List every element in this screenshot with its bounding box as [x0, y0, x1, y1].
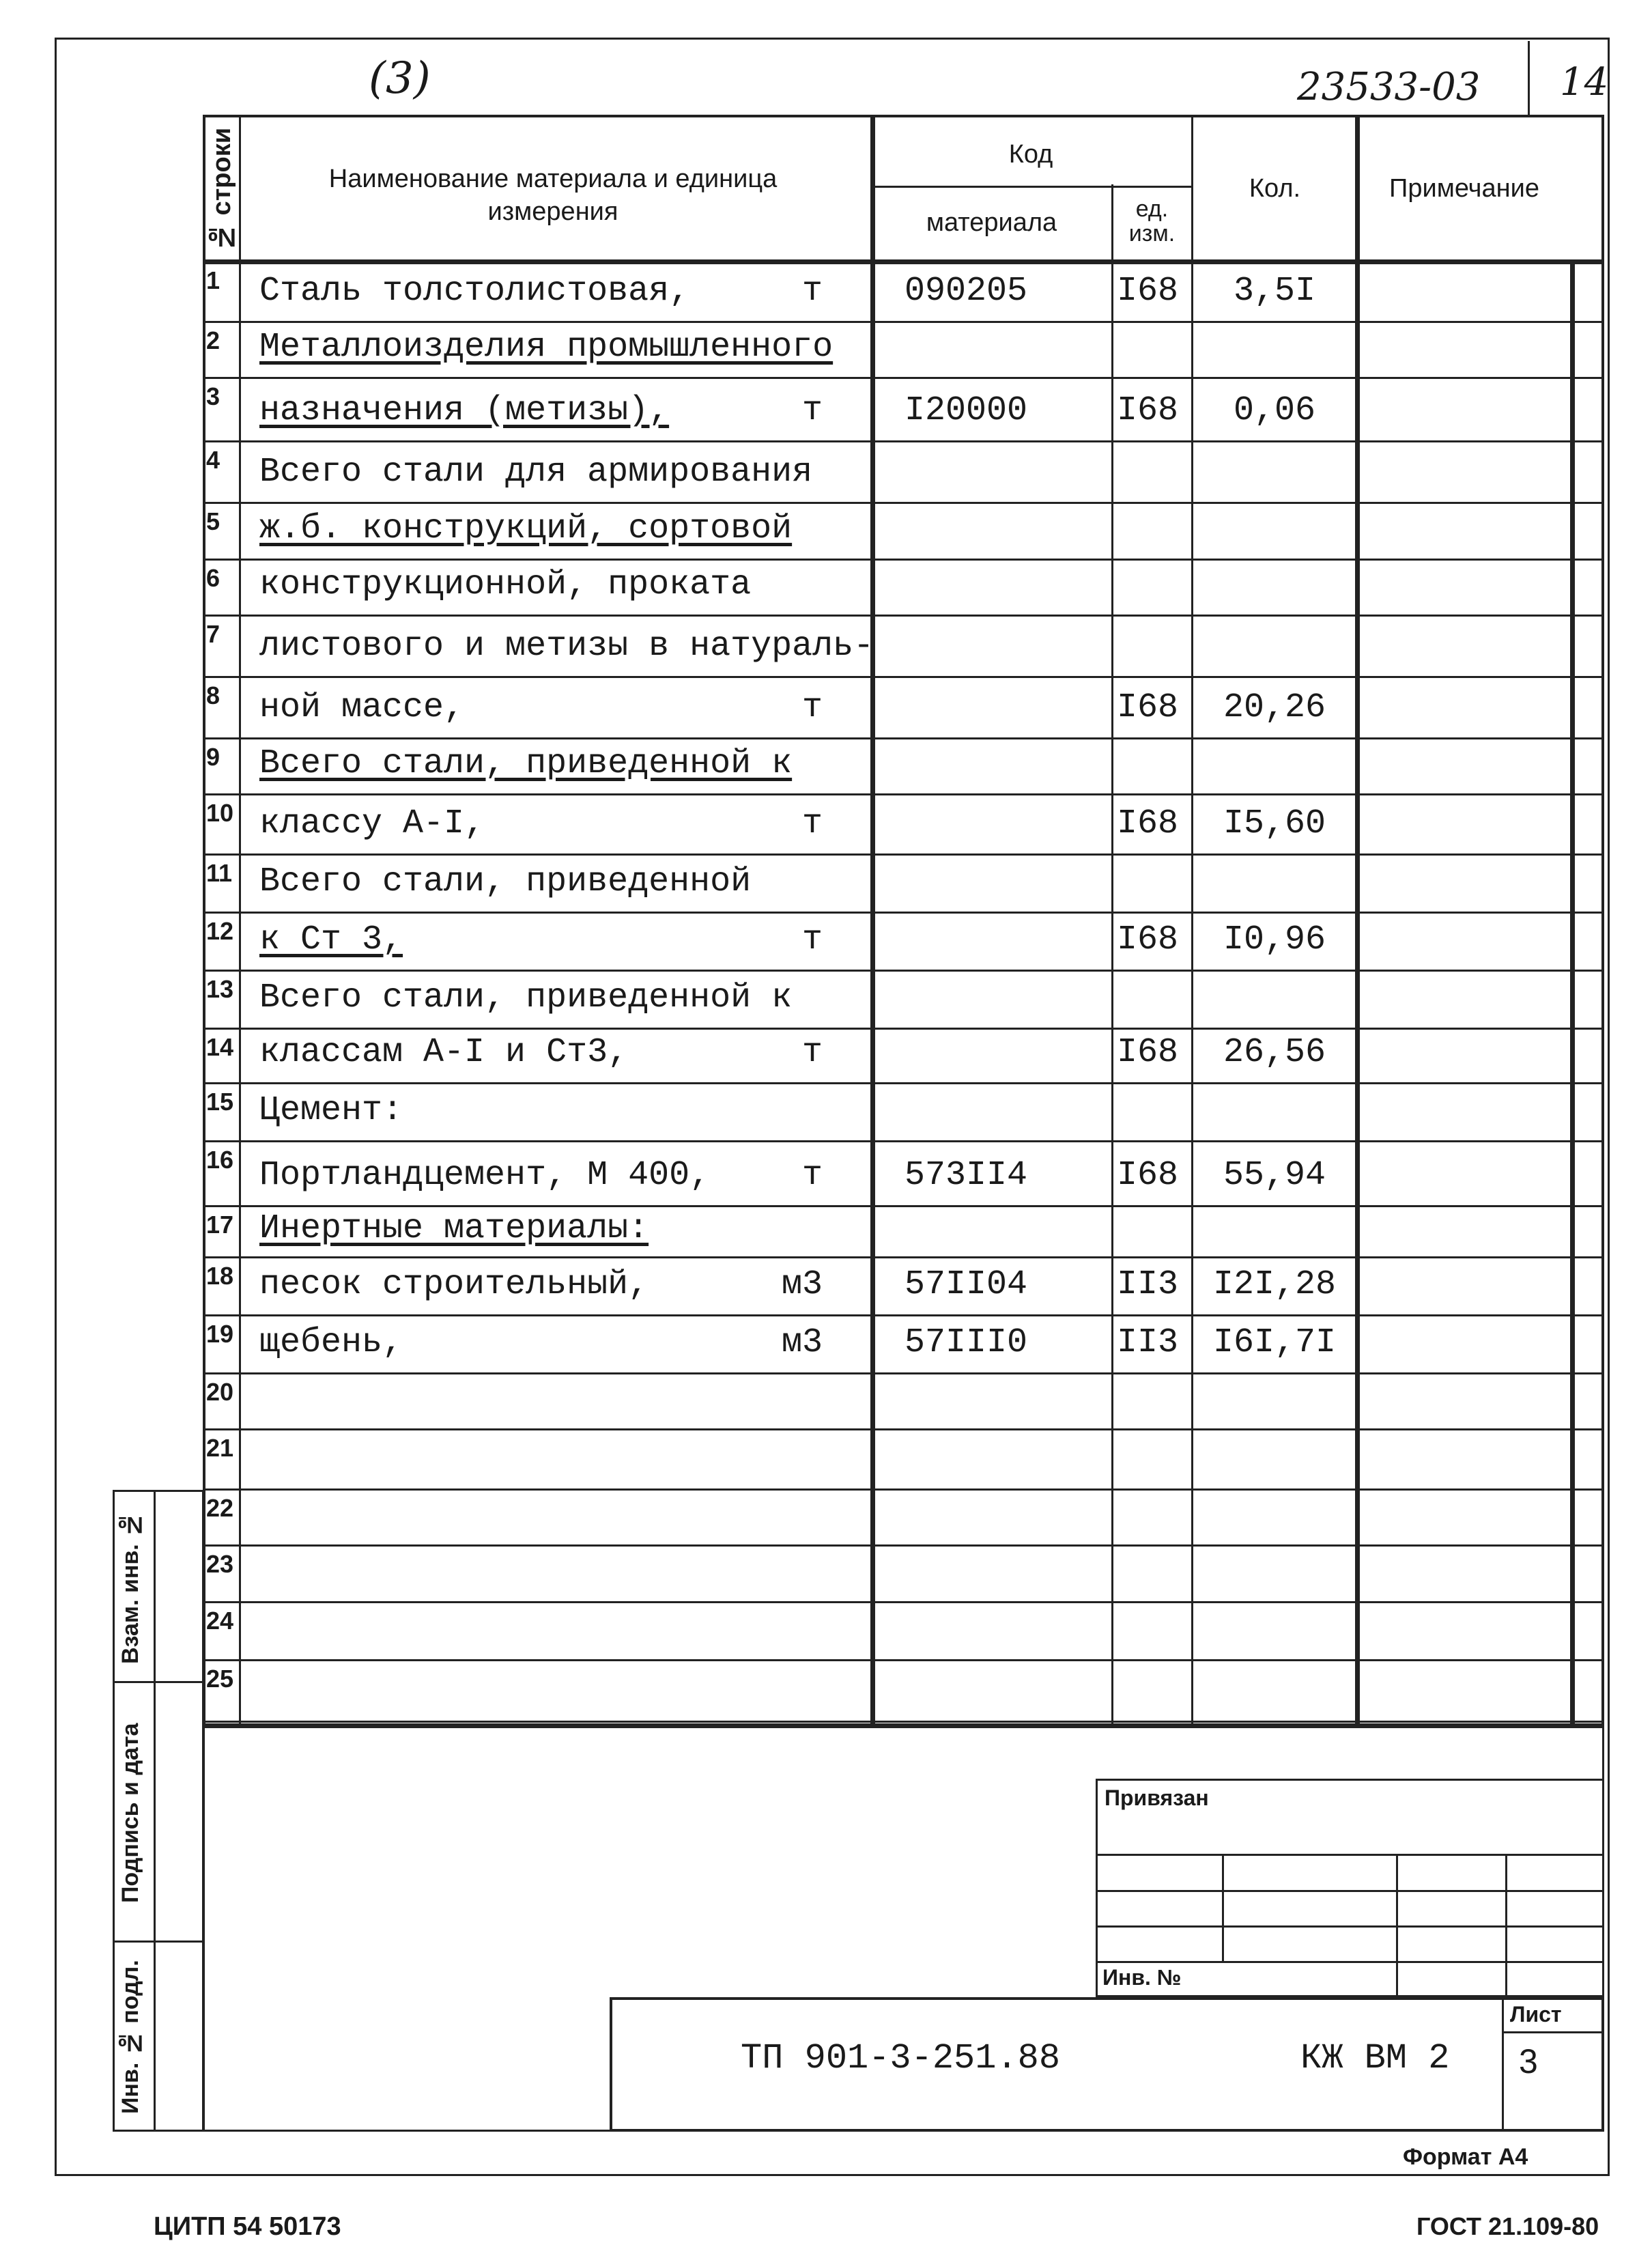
row-quantity: I6I,7I	[1212, 1323, 1337, 1362]
row-number: 18	[206, 1262, 234, 1290]
privyazan-line-2	[1096, 1890, 1604, 1892]
row-number: 1	[206, 266, 220, 294]
row-line	[203, 1659, 1604, 1661]
sheet-number: 3	[1519, 2042, 1538, 2080]
header-unit-code: ед. изм.	[1128, 196, 1176, 246]
row-material-code: 57III0	[905, 1323, 1028, 1362]
row-material-name: песок строительный,	[259, 1265, 649, 1304]
row-number: 14	[206, 1033, 234, 1061]
row-line	[203, 377, 1604, 379]
privyazan-line-3	[1096, 1925, 1604, 1928]
row-line	[203, 793, 1604, 795]
header-material-code: материала	[926, 208, 1057, 237]
row-number: 12	[206, 917, 234, 945]
privyazan-col-2	[1396, 1854, 1398, 1997]
page-number: 14	[1560, 60, 1609, 104]
row-material-code: 573II4	[905, 1156, 1028, 1195]
row-line	[203, 1140, 1604, 1142]
row-material-name: ж.б. конструкций, сортовой	[259, 509, 793, 548]
row-line	[203, 440, 1604, 442]
row-unit: т	[801, 804, 823, 843]
inv-no-label: Инв. №	[1102, 1965, 1182, 1990]
row-line	[203, 1488, 1604, 1491]
row-number: 17	[206, 1211, 234, 1239]
privyazan-line-4	[1096, 1961, 1604, 1963]
sheet-label: Лист	[1510, 2002, 1562, 2027]
row-number: 8	[206, 681, 220, 709]
row-unit-code: II3	[1117, 1323, 1179, 1362]
row-material-name: Металлоизделия промышленного	[259, 328, 834, 367]
row-quantity: 55,94	[1223, 1156, 1326, 1195]
row-material-name: Всего стали, приведенной	[259, 862, 752, 901]
col-line-right	[1570, 263, 1575, 1727]
row-material-code: 57II04	[905, 1265, 1028, 1304]
row-quantity: 20,26	[1223, 688, 1326, 727]
row-line	[203, 1544, 1604, 1547]
row-unit-code: I68	[1117, 1156, 1179, 1195]
privyazan-line-1	[1096, 1854, 1604, 1856]
row-number: 2	[206, 326, 220, 354]
row-number: 10	[206, 799, 234, 827]
format-label: Формат А4	[1403, 2144, 1528, 2170]
row-material-name: назначения (метизы),	[259, 391, 670, 430]
row-material-name: Всего стали для армирования	[259, 453, 813, 492]
row-unit: т	[801, 272, 823, 311]
row-quantity: 3,5I	[1233, 272, 1316, 311]
row-material-name: Инертные материалы:	[259, 1209, 649, 1248]
row-unit-code: I68	[1117, 1033, 1179, 1072]
row-number: 9	[206, 743, 220, 771]
row-unit: м3	[781, 1265, 823, 1304]
row-line	[203, 1256, 1604, 1258]
row-number: 6	[206, 564, 220, 592]
row-material-name: классам А-I и Ст3,	[259, 1033, 629, 1072]
row-unit: т	[801, 1033, 823, 1072]
row-unit: т	[801, 688, 823, 727]
row-number: 23	[206, 1550, 234, 1578]
header-code-split	[870, 186, 1191, 188]
row-line	[203, 1372, 1604, 1374]
row-line	[203, 853, 1604, 856]
row-quantity: 26,56	[1223, 1033, 1326, 1072]
row-line	[203, 912, 1604, 914]
col-line-unit	[1191, 116, 1193, 1727]
row-number: 15	[206, 1088, 234, 1116]
standard-label: ГОСТ 21.109-80	[1416, 2212, 1599, 2240]
row-number: 24	[206, 1607, 234, 1635]
publisher-label: ЦИТП 54 50173	[154, 2212, 341, 2241]
row-line	[203, 502, 1604, 504]
page-number-divider	[1528, 41, 1530, 116]
row-line	[203, 1082, 1604, 1084]
row-line	[203, 970, 1604, 972]
row-material-name: Всего стали, приведенной к	[259, 978, 793, 1017]
privyazan-label: Привязан	[1105, 1786, 1209, 1810]
privyazan-col-3	[1505, 1854, 1507, 1997]
row-quantity: I0,96	[1223, 920, 1326, 959]
row-line	[203, 676, 1604, 678]
row-line	[203, 1314, 1604, 1316]
row-material-name: листового и метизы в натураль-	[259, 627, 874, 666]
row-material-name: классу А-I,	[259, 804, 485, 843]
row-number: 5	[206, 507, 220, 535]
row-unit-code: I68	[1117, 920, 1179, 959]
col-line-material	[1111, 184, 1113, 1727]
col-line-name	[870, 116, 875, 1727]
row-line	[203, 1721, 1604, 1723]
row-line	[203, 737, 1604, 739]
sheet-cell-divider	[1502, 1997, 1504, 2132]
row-unit-code: I68	[1117, 688, 1179, 727]
header-bottom	[203, 259, 1604, 264]
row-material-name: Сталь толстолистовая,	[259, 272, 690, 311]
header-name: Наименование материала и единица измерения	[328, 165, 778, 226]
row-material-name: щебень,	[259, 1323, 403, 1362]
row-line	[203, 1428, 1604, 1430]
side-podpis-data: Подпись и дата	[117, 1723, 143, 1903]
row-unit-code: I68	[1117, 804, 1179, 843]
privyazan-block	[1096, 1779, 1604, 1997]
row-line	[203, 1205, 1604, 1207]
row-quantity: 0,06	[1233, 391, 1316, 430]
row-material-name: Портландцемент, М 400,	[259, 1156, 711, 1195]
designation: ТП 901-3-251.88	[741, 2038, 1061, 2078]
row-number: 21	[206, 1434, 234, 1462]
row-number: 22	[206, 1494, 234, 1522]
row-number: 20	[206, 1378, 234, 1406]
sheet-cell-line	[1502, 2031, 1604, 2033]
row-unit: м3	[781, 1323, 823, 1362]
row-number: 25	[206, 1665, 234, 1693]
row-line	[203, 1028, 1604, 1030]
row-line	[203, 1601, 1604, 1603]
row-number: 16	[206, 1146, 234, 1174]
row-number: 4	[206, 446, 220, 474]
row-line	[203, 615, 1604, 617]
header-quantity: Кол.	[1249, 174, 1301, 203]
doc-code: 23533-03	[1297, 65, 1481, 109]
side-stamp-line-2	[113, 1941, 204, 1943]
side-inv-podl: Инв. № подл.	[117, 1960, 143, 2114]
row-unit-code: I68	[1117, 272, 1179, 311]
row-material-code: 090205	[905, 272, 1028, 311]
row-material-code: I20000	[905, 391, 1028, 430]
row-material-name: ной массе,	[259, 688, 465, 727]
col-line-qty	[1355, 116, 1360, 1727]
row-material-name: Цемент:	[259, 1091, 403, 1130]
row-unit: т	[801, 391, 823, 430]
row-material-name: конструкционной, проката	[259, 565, 752, 604]
row-material-name: к Ст 3,	[259, 920, 403, 959]
row-unit: т	[801, 1156, 823, 1195]
header-row-no: № строки	[208, 127, 236, 252]
row-quantity: I2I,28	[1212, 1265, 1337, 1304]
row-line	[203, 321, 1604, 323]
row-number: 3	[206, 382, 220, 410]
section-code: КЖ ВМ 2	[1300, 2038, 1450, 2078]
row-quantity: I5,60	[1223, 804, 1326, 843]
row-material-name: Всего стали, приведенной к	[259, 744, 793, 783]
col-line-rownum	[239, 116, 241, 1727]
row-number: 11	[206, 859, 233, 887]
side-vzam-inv: Взам. инв. №	[117, 1511, 143, 1664]
sheet-mark: (3)	[369, 53, 431, 104]
row-number: 19	[206, 1320, 234, 1348]
row-line	[203, 559, 1604, 561]
side-stamp-line-1	[113, 1681, 204, 1683]
header-note: Примечание	[1389, 174, 1539, 203]
privyazan-col-1	[1222, 1854, 1224, 1961]
side-stamp-divider	[154, 1490, 156, 2132]
row-unit-code: II3	[1117, 1265, 1179, 1304]
row-unit: т	[801, 920, 823, 959]
row-number: 7	[206, 620, 220, 648]
row-number: 13	[206, 975, 234, 1003]
header-code: Код	[1008, 140, 1053, 169]
row-unit-code: I68	[1117, 391, 1179, 430]
